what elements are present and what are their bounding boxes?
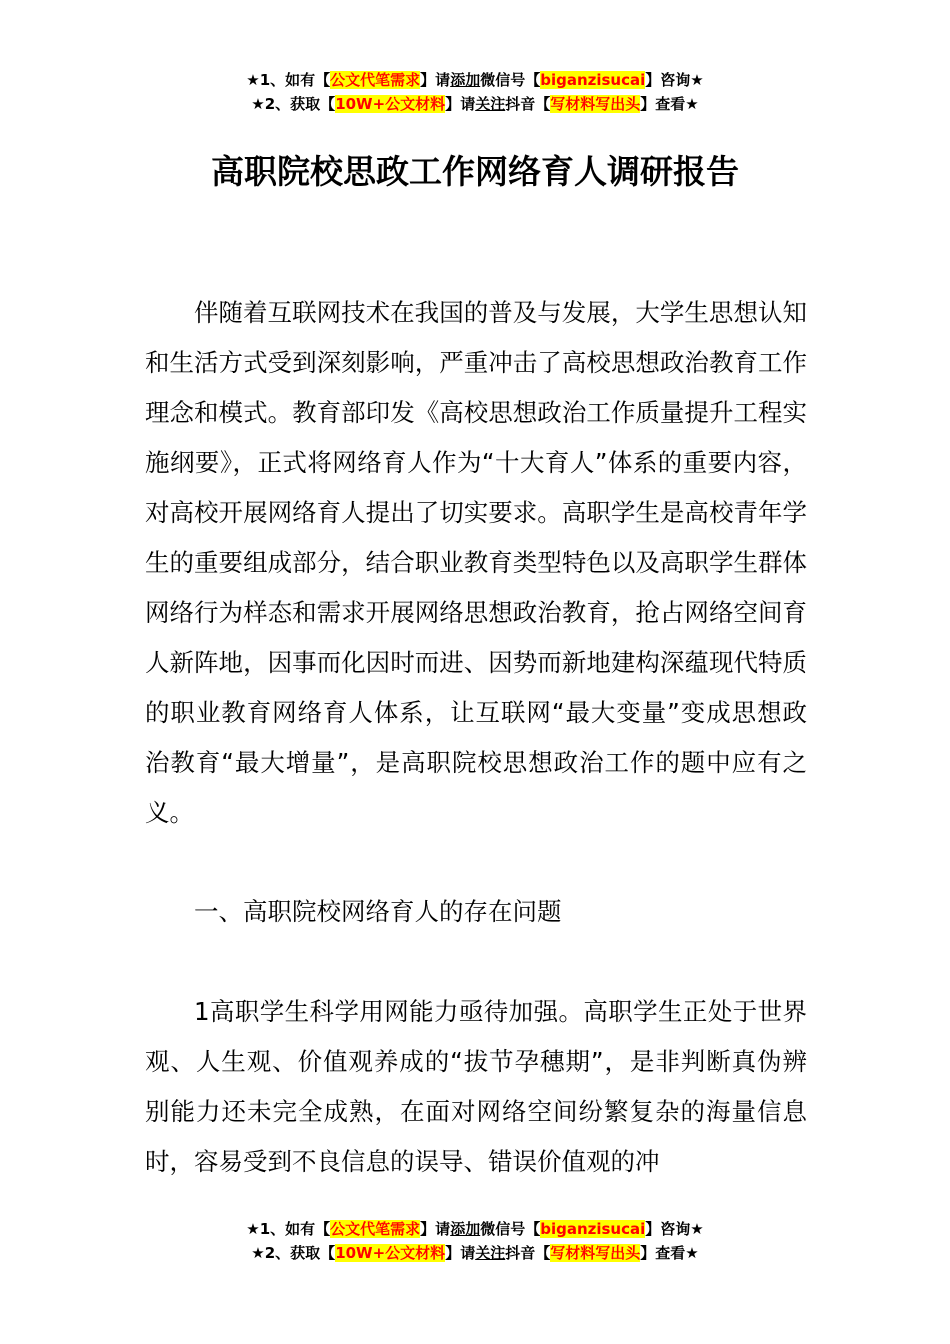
promo-text: 】请	[445, 1244, 476, 1262]
promo-text: 抖音【	[505, 1244, 551, 1262]
body-paragraph: 1高职学生科学用网能力亟待加强。高职学生正处于世界观、人生观、价值观养成的“拔节孕穗期”，是非判断真伪辨别能力还未完全成熟，在面对网络空间纷繁复杂的海量信息时，容易受到不良信息的误导、错误价值观的冲	[145, 997, 807, 1176]
promo-highlight: 10W+公文材料	[335, 1244, 446, 1262]
promo-text: 】请	[420, 71, 451, 89]
promo-emphasis: 添加	[450, 71, 481, 89]
promo-banner-bottom	[0, 1217, 950, 1265]
document-title: 高职院校思政工作网络育人调研报告	[211, 152, 739, 191]
promo-highlight: 公文代笔需求	[330, 1220, 421, 1238]
promo-text: ★2、获取【	[251, 1244, 336, 1262]
promo-emphasis: 添加	[450, 1220, 481, 1238]
promo-emphasis: 关注	[475, 1244, 506, 1262]
promo-text: 】咨询★	[645, 71, 704, 89]
promo-line-2	[0, 92, 950, 116]
douyin-account: 写材料写出头	[550, 1244, 641, 1262]
douyin-account: 写材料写出头	[550, 95, 641, 113]
promo-text: 抖音【	[505, 95, 551, 113]
promo-line-1	[0, 68, 950, 92]
section-heading: 一、高职院校网络育人的存在问题	[194, 897, 562, 926]
wechat-id: biganzisucai	[540, 71, 646, 89]
promo-text: ★1、如有【	[246, 71, 331, 89]
promo-banner-top	[0, 68, 950, 116]
promo-highlight: 10W+公文材料	[335, 95, 446, 113]
wechat-id: biganzisucai	[540, 1220, 646, 1238]
promo-text: 】请	[420, 1220, 451, 1238]
promo-text: 微信号【	[480, 1220, 541, 1238]
promo-text: 】请	[445, 95, 476, 113]
promo-highlight: 公文代笔需求	[330, 71, 421, 89]
promo-text: ★1、如有【	[246, 1220, 331, 1238]
promo-line-2	[0, 1241, 950, 1265]
promo-text: 微信号【	[480, 71, 541, 89]
promo-emphasis: 关注	[475, 95, 506, 113]
promo-text: 】查看★	[640, 95, 699, 113]
intro-paragraph: 伴随着互联网技术在我国的普及与发展，大学生思想认知和生活方式受到深刻影响，严重冲击了高校思想政治教育工作理念和模式。教育部印发《高校思想政治工作质量提升工程实施纲要》，正式将网络育人作为“十大育人”体系的重要内容，对高校开展网络育人提出了切实要求。高职学生是高校青年学生的重要组成部分，结合职业教育类型特色以及高职学生群体网络行为样态和需求开展网络思想政治教育，抢占网络空间育人新阵地，因事而化因时而进、因势而新地建构深蕴现代特质的职业教育网络育人体系，让互联网“最大变量”变成思想政治教育“最大增量”，是高职院校思想政治工作的题中应有之义。	[145, 298, 807, 827]
promo-text: 】咨询★	[645, 1220, 704, 1238]
promo-line-1	[0, 1217, 950, 1241]
promo-text: ★2、获取【	[251, 95, 336, 113]
promo-text: 】查看★	[640, 1244, 699, 1262]
